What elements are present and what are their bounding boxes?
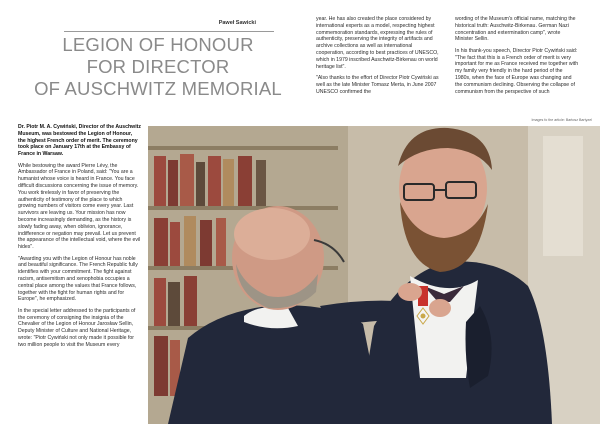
body-paragraph: wording of the Museum's official name, matching the historical truth: Auschwitz-Birkenau. German Nazi concentration and extermination camp", wrote Minister Sellin. — [455, 16, 576, 43]
body-paragraph: While bestowing the award Pierre Lévy, the Ambassador of France in Poland, said: "You are a humanist whose voice is heard in France. You face difficult discussions concerning the issue of memory. You work tirelessly in favor of preserving the authenticity of testimony of the place to which growing numbers of visitors come every year. Last survivors are leaving us. Your mission has now become increasingly demanding, as the history is slowly fading away, when oblivion, ignorance, indifference or negation may prevail. Let us prevent the appearance of the intellectual void, where the evil hides". — [18, 162, 141, 251]
title-divider — [64, 31, 274, 32]
photo-credit: Images fo the article: Bartosz Bartyzel — [531, 118, 592, 122]
author-name: Paweł Sawicki — [218, 20, 256, 26]
text-column-right — [455, 16, 579, 122]
body-paragraph: In his thank-you speech, Director Piotr Cywiński said: "The fact that this is a French order of merit is very important for me as France received me together with my family very friendly in the hard period of the 1980s, when the face of Europe was changing and the communism declining. Observing the collapse of communism from the perspective of such — [455, 47, 579, 95]
title-line-3: OF AUSCHWITZ MEMORIAL — [34, 78, 282, 99]
body-paragraph: In the special letter addressed to the participants of the ceremony of consigning the insignia of the Chevalier of the Legion of Honour Jarosław Sellin, Deputy Minister of Culture and National Heritage, wrote: "Piotr Cywiński not only made it possible for two million people to visit the Museum every — [18, 307, 136, 348]
lead-paragraph: Dr. Piotr M. A. Cywiński, Director of the Auschwitz Museum, was bestowed the Legion of Honour, the highest French order of merit. The ceremony took place on January 17th at the Embassy of France in Warsaw. — [18, 124, 141, 158]
body-paragraph: year. He has also created the place considered by international experts as a model, respecting highest commemoration standards, expressing the rules of authenticity, preserving the integrity of artifacts and archive collections as well as international cooperation, according to best practices of UNESCO, which in 1979 inscribed Auschwitz-Birkenau on world heritage list". — [316, 16, 439, 70]
text-column-middle — [316, 16, 440, 122]
title-line-2: FOR DIRECTOR — [86, 56, 230, 77]
ceremony-photo — [148, 126, 600, 424]
body-paragraph: "Also thanks to the effort of Director Piotr Cywiński as well as the late Minister Tomasz Merta, in June 2007 UNESCO confirmed the — [316, 74, 439, 95]
title-line-1: LEGION OF HONOUR — [62, 34, 254, 55]
body-paragraph: "Awarding you with the Legion of Honour has noble and beautiful significance. The French Republic fully identifies with your commitment. The fight against racism, antisemitism and xenophobia occupies a central place among the values that France follows, together with the fight for human rights and for Europe", he emphasized. — [18, 255, 138, 303]
article-title — [30, 34, 286, 100]
ceremony-photo-illustration — [148, 126, 600, 424]
text-column-left — [18, 124, 141, 420]
